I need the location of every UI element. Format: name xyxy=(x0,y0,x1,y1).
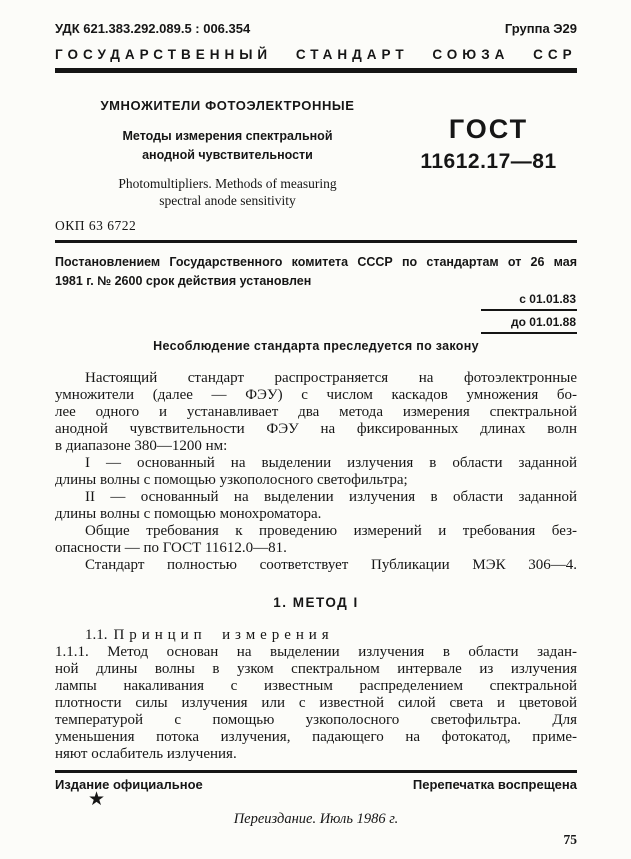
star-icon: ★ xyxy=(88,789,106,810)
standard-title-en xyxy=(55,175,400,209)
gost-designation xyxy=(400,90,577,209)
law-notice: Несоблюдение стандарта преследуется по закону xyxy=(153,339,479,353)
reissue-note: Переиздание. Июль 1986 г. xyxy=(233,811,399,827)
text-line: лее одного и устанавливает два метода измерения спектральной xyxy=(55,404,577,420)
text-line: в диапазоне 380—1200 нм: xyxy=(55,438,228,454)
body-text xyxy=(55,370,577,763)
standard-title-ru: УМНОЖИТЕЛИ ФОТОЭЛЕКТРОННЫЕ xyxy=(100,98,355,113)
text-line: II — основанный на выделении излучения в области заданной xyxy=(85,489,577,505)
title-rule xyxy=(55,240,577,243)
text-line: плотности силы излучения или с известной силой света и цветовой xyxy=(55,695,577,711)
subsection-number: 1.1. xyxy=(85,627,108,643)
section-heading: 1. МЕТОД I xyxy=(273,595,359,610)
text-line: ной длины волны в узком спектральном интервале из излучения xyxy=(55,661,577,677)
text-line: Общие требования к проведению измерений и требования без- xyxy=(85,523,577,539)
text-line: I — основанный на выделении излучения в области заданной xyxy=(85,455,577,471)
footer-rule xyxy=(55,770,577,773)
banner-rule xyxy=(55,68,577,73)
text-line: Стандарт полностью соответствует Публикации МЭК 306—4. xyxy=(85,557,577,573)
page-number: 75 xyxy=(563,832,577,847)
text-line: уменьшения потока излучения, падающего на фотокатод, приме- xyxy=(55,729,577,745)
paragraph-general-requirements xyxy=(55,523,577,557)
text-line: анодной чувствительности xyxy=(142,148,313,162)
text-line: няют ослабитель излучения. xyxy=(55,746,237,762)
text-line: Методы измерения спектральной xyxy=(122,129,333,143)
paragraph-scope xyxy=(55,370,577,455)
top-bar xyxy=(55,21,577,36)
paragraph-method-1 xyxy=(55,455,577,489)
subsection-title: Принцип измерения xyxy=(113,627,334,643)
udk-code: УДК 621.383.292.089.5 : 006.354 xyxy=(55,21,251,36)
resolution-text xyxy=(55,253,577,291)
paragraph-iec-conformity xyxy=(55,557,577,574)
title-block xyxy=(55,90,577,209)
text-line: Постановлением Государственного комитета СССР по стандартам от 26 мая xyxy=(55,255,577,269)
effective-dates xyxy=(481,290,577,336)
text-line: длины волны с помощью монохроматора. xyxy=(55,506,322,522)
official-edition-label: Издание официальное xyxy=(55,777,203,792)
gost-label: ГОСТ xyxy=(448,114,529,144)
text-line: Photomultipliers. Methods of measuring xyxy=(118,176,337,191)
text-line: Настоящий стандарт распространяется на фотоэлектронные xyxy=(85,370,577,386)
paragraph-1-1-1 xyxy=(55,644,577,763)
text-line: 1981 г. № 2600 срок действия установлен xyxy=(55,274,312,288)
standard-subtitle-ru xyxy=(55,127,400,165)
state-standard-banner: ГОСУДАРСТВЕННЫЙ СТАНДАРТ СОЮЗА ССР xyxy=(55,47,577,62)
text-line: 1.1.1. Метод основан на выделении излучения в области задан- xyxy=(55,644,577,660)
text-line: spectral anode sensitivity xyxy=(159,193,296,208)
gost-number: 11612.17—81 xyxy=(420,150,557,173)
group-code: Группа Э29 xyxy=(504,21,577,36)
footer-row xyxy=(55,777,577,792)
okp-code: ОКП 63 6722 xyxy=(55,218,137,233)
subsection-heading xyxy=(55,627,577,644)
text-line: лампы накаливания с известным распределением спектральной xyxy=(55,678,577,694)
text-line: длины волны с помощью узкополосного светофильтра; xyxy=(55,472,408,488)
text-line: анодной чувствительности ФЭУ на фиксированных длинах волн xyxy=(55,421,577,437)
title-left-column xyxy=(55,90,400,209)
text-line: умножители (далее — ФЭУ) с числом каскадов умножения бо- xyxy=(55,387,577,403)
effective-from-date: с 01.01.83 xyxy=(481,290,577,311)
paragraph-method-2 xyxy=(55,489,577,523)
effective-to-date: до 01.01.88 xyxy=(481,313,577,334)
text-line: температурой с помощью узкополосного светофильтра. Для xyxy=(55,712,577,728)
text-line: опасности — по ГОСТ 11612.0—81. xyxy=(55,540,287,556)
reprint-prohibited-label: Перепечатка воспрещена xyxy=(412,777,577,792)
